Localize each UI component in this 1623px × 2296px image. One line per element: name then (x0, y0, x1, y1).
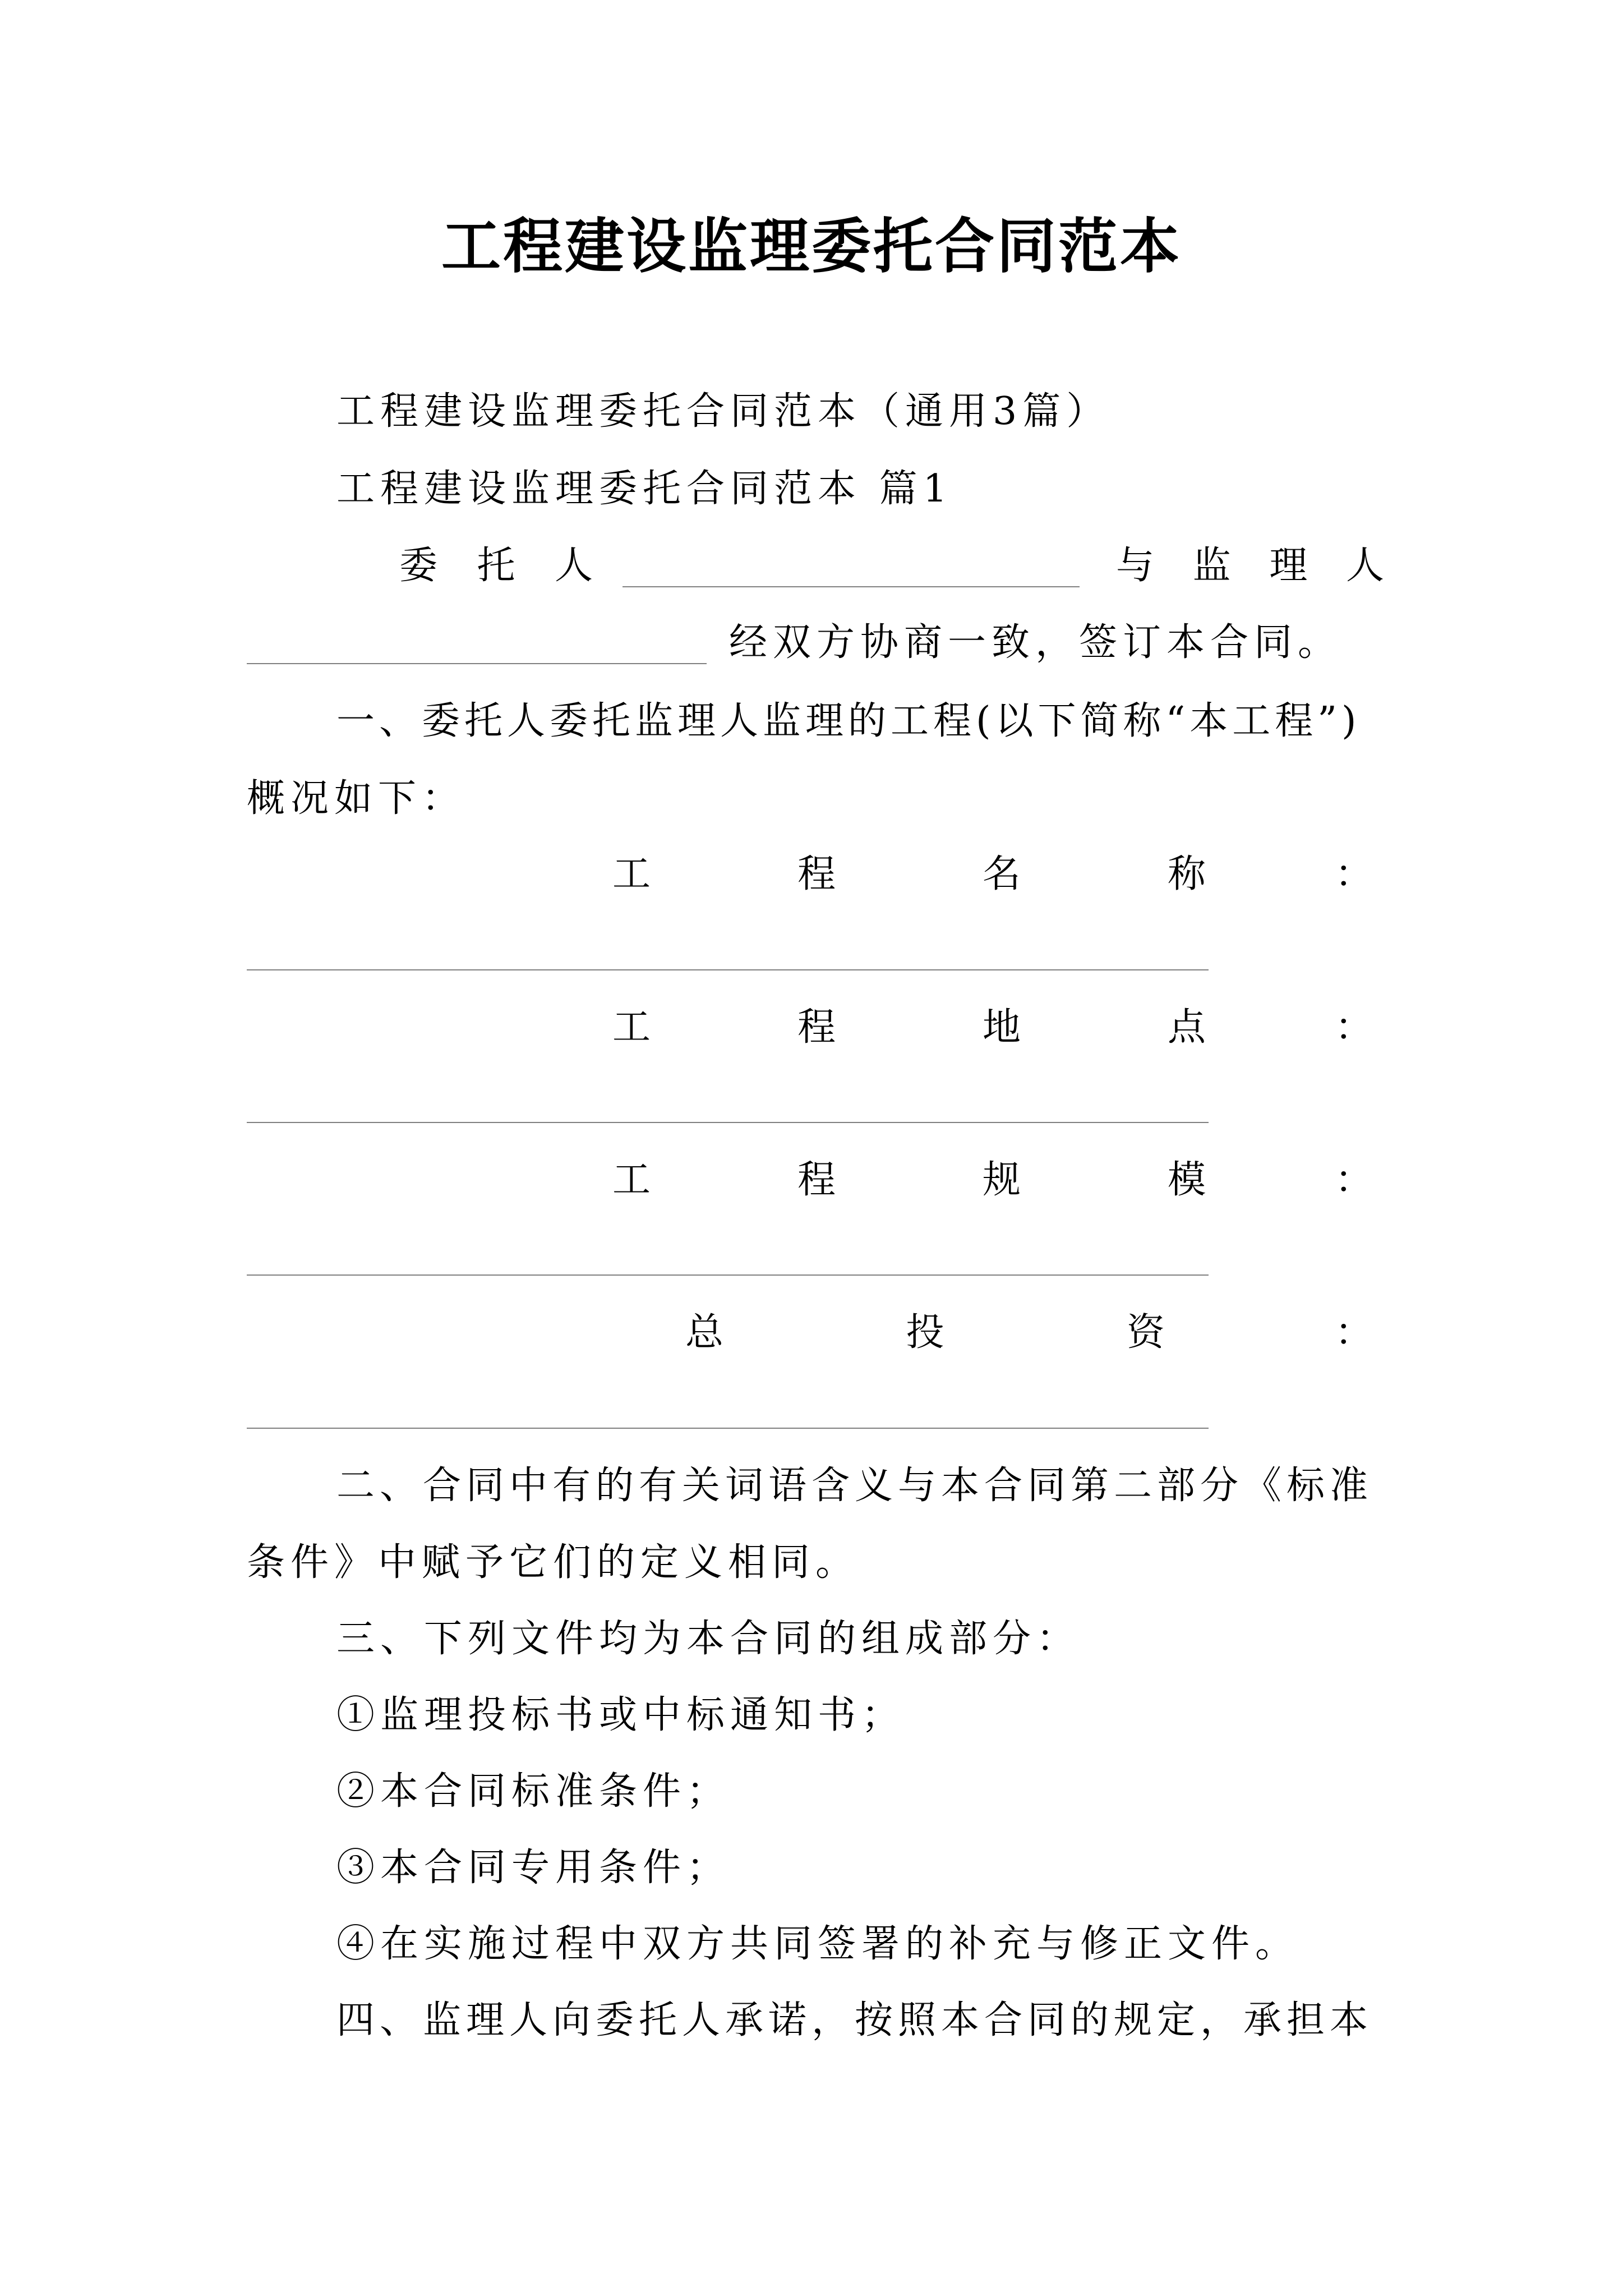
subtitle: 工程建设监理委托合同范本（通用3篇） (336, 389, 1110, 434)
field-label-project-name (612, 852, 1206, 896)
clause-2-line-2: 条件》中赋予它们的定义相同。 (247, 1540, 860, 1585)
field-char: 资 (1126, 1310, 1165, 1355)
clause-4: 四、监理人向委托人承诺，按照本合同的规定，承担本 (336, 1998, 1373, 2042)
list-item: ④在实施过程中双方共同签署的补充与修正文件。 (336, 1922, 1299, 1966)
field-char: 工 (612, 1005, 651, 1050)
list-item: ①监理投标书或中标通知书； (336, 1693, 906, 1737)
field-colon: ： (1335, 1310, 1373, 1355)
clause-1-line-2: 概况如下： (247, 776, 466, 821)
field-char: 规 (982, 1158, 1021, 1202)
clause-1-line-1: 一、委托人委托监理人监理的工程(以下简称“本工程”) (336, 699, 1361, 743)
supervisor-blank[interactable] (247, 663, 707, 664)
field-char: 称 (1167, 852, 1206, 896)
principal-char: 托 (477, 544, 515, 588)
field-colon: ： (1335, 1005, 1373, 1050)
principal-char: 委 (399, 544, 438, 588)
field-char: 程 (797, 1158, 836, 1202)
supervisor-char: 人 (1345, 544, 1384, 588)
field-char: 总 (685, 1310, 724, 1355)
project-name-blank[interactable] (247, 969, 1209, 970)
field-char: 名 (982, 852, 1021, 896)
field-label-total-investment (685, 1310, 1165, 1355)
principal-label (399, 544, 593, 588)
field-colon: ： (1335, 852, 1373, 896)
principal-blank[interactable] (623, 586, 1080, 587)
total-investment-blank[interactable] (247, 1428, 1209, 1429)
part-heading: 工程建设监理委托合同范本 篇1 (336, 467, 953, 511)
supervisor-char: 与 (1116, 544, 1155, 588)
field-char: 工 (612, 852, 651, 896)
project-scale-blank[interactable] (247, 1274, 1209, 1276)
supervisor-char: 监 (1192, 544, 1231, 588)
field-char: 地 (982, 1005, 1021, 1050)
field-char: 程 (797, 852, 836, 896)
field-char: 模 (1167, 1158, 1206, 1202)
supervisor-label (1116, 544, 1384, 588)
field-label-project-location (612, 1005, 1206, 1050)
supervisor-char: 理 (1269, 544, 1308, 588)
document-title: 工程建设监理委托合同范本 (441, 211, 1182, 281)
field-char: 投 (906, 1310, 944, 1355)
field-char: 工 (612, 1158, 651, 1202)
field-char: 点 (1167, 1005, 1206, 1050)
list-item: ③本合同专用条件； (336, 1846, 731, 1890)
clause-3: 三、下列文件均为本合同的组成部分： (336, 1617, 1081, 1661)
field-label-project-scale (612, 1158, 1206, 1202)
agreement-text: 经双方协商一致，签订本合同。 (729, 620, 1342, 665)
project-location-blank[interactable] (247, 1122, 1209, 1123)
clause-2-line-1: 二、合同中有的有关词语含义与本合同第二部分《标准 (336, 1464, 1373, 1508)
list-item: ②本合同标准条件； (336, 1769, 731, 1814)
principal-char: 人 (554, 544, 593, 588)
field-char: 程 (797, 1005, 836, 1050)
field-colon: ： (1335, 1158, 1373, 1202)
